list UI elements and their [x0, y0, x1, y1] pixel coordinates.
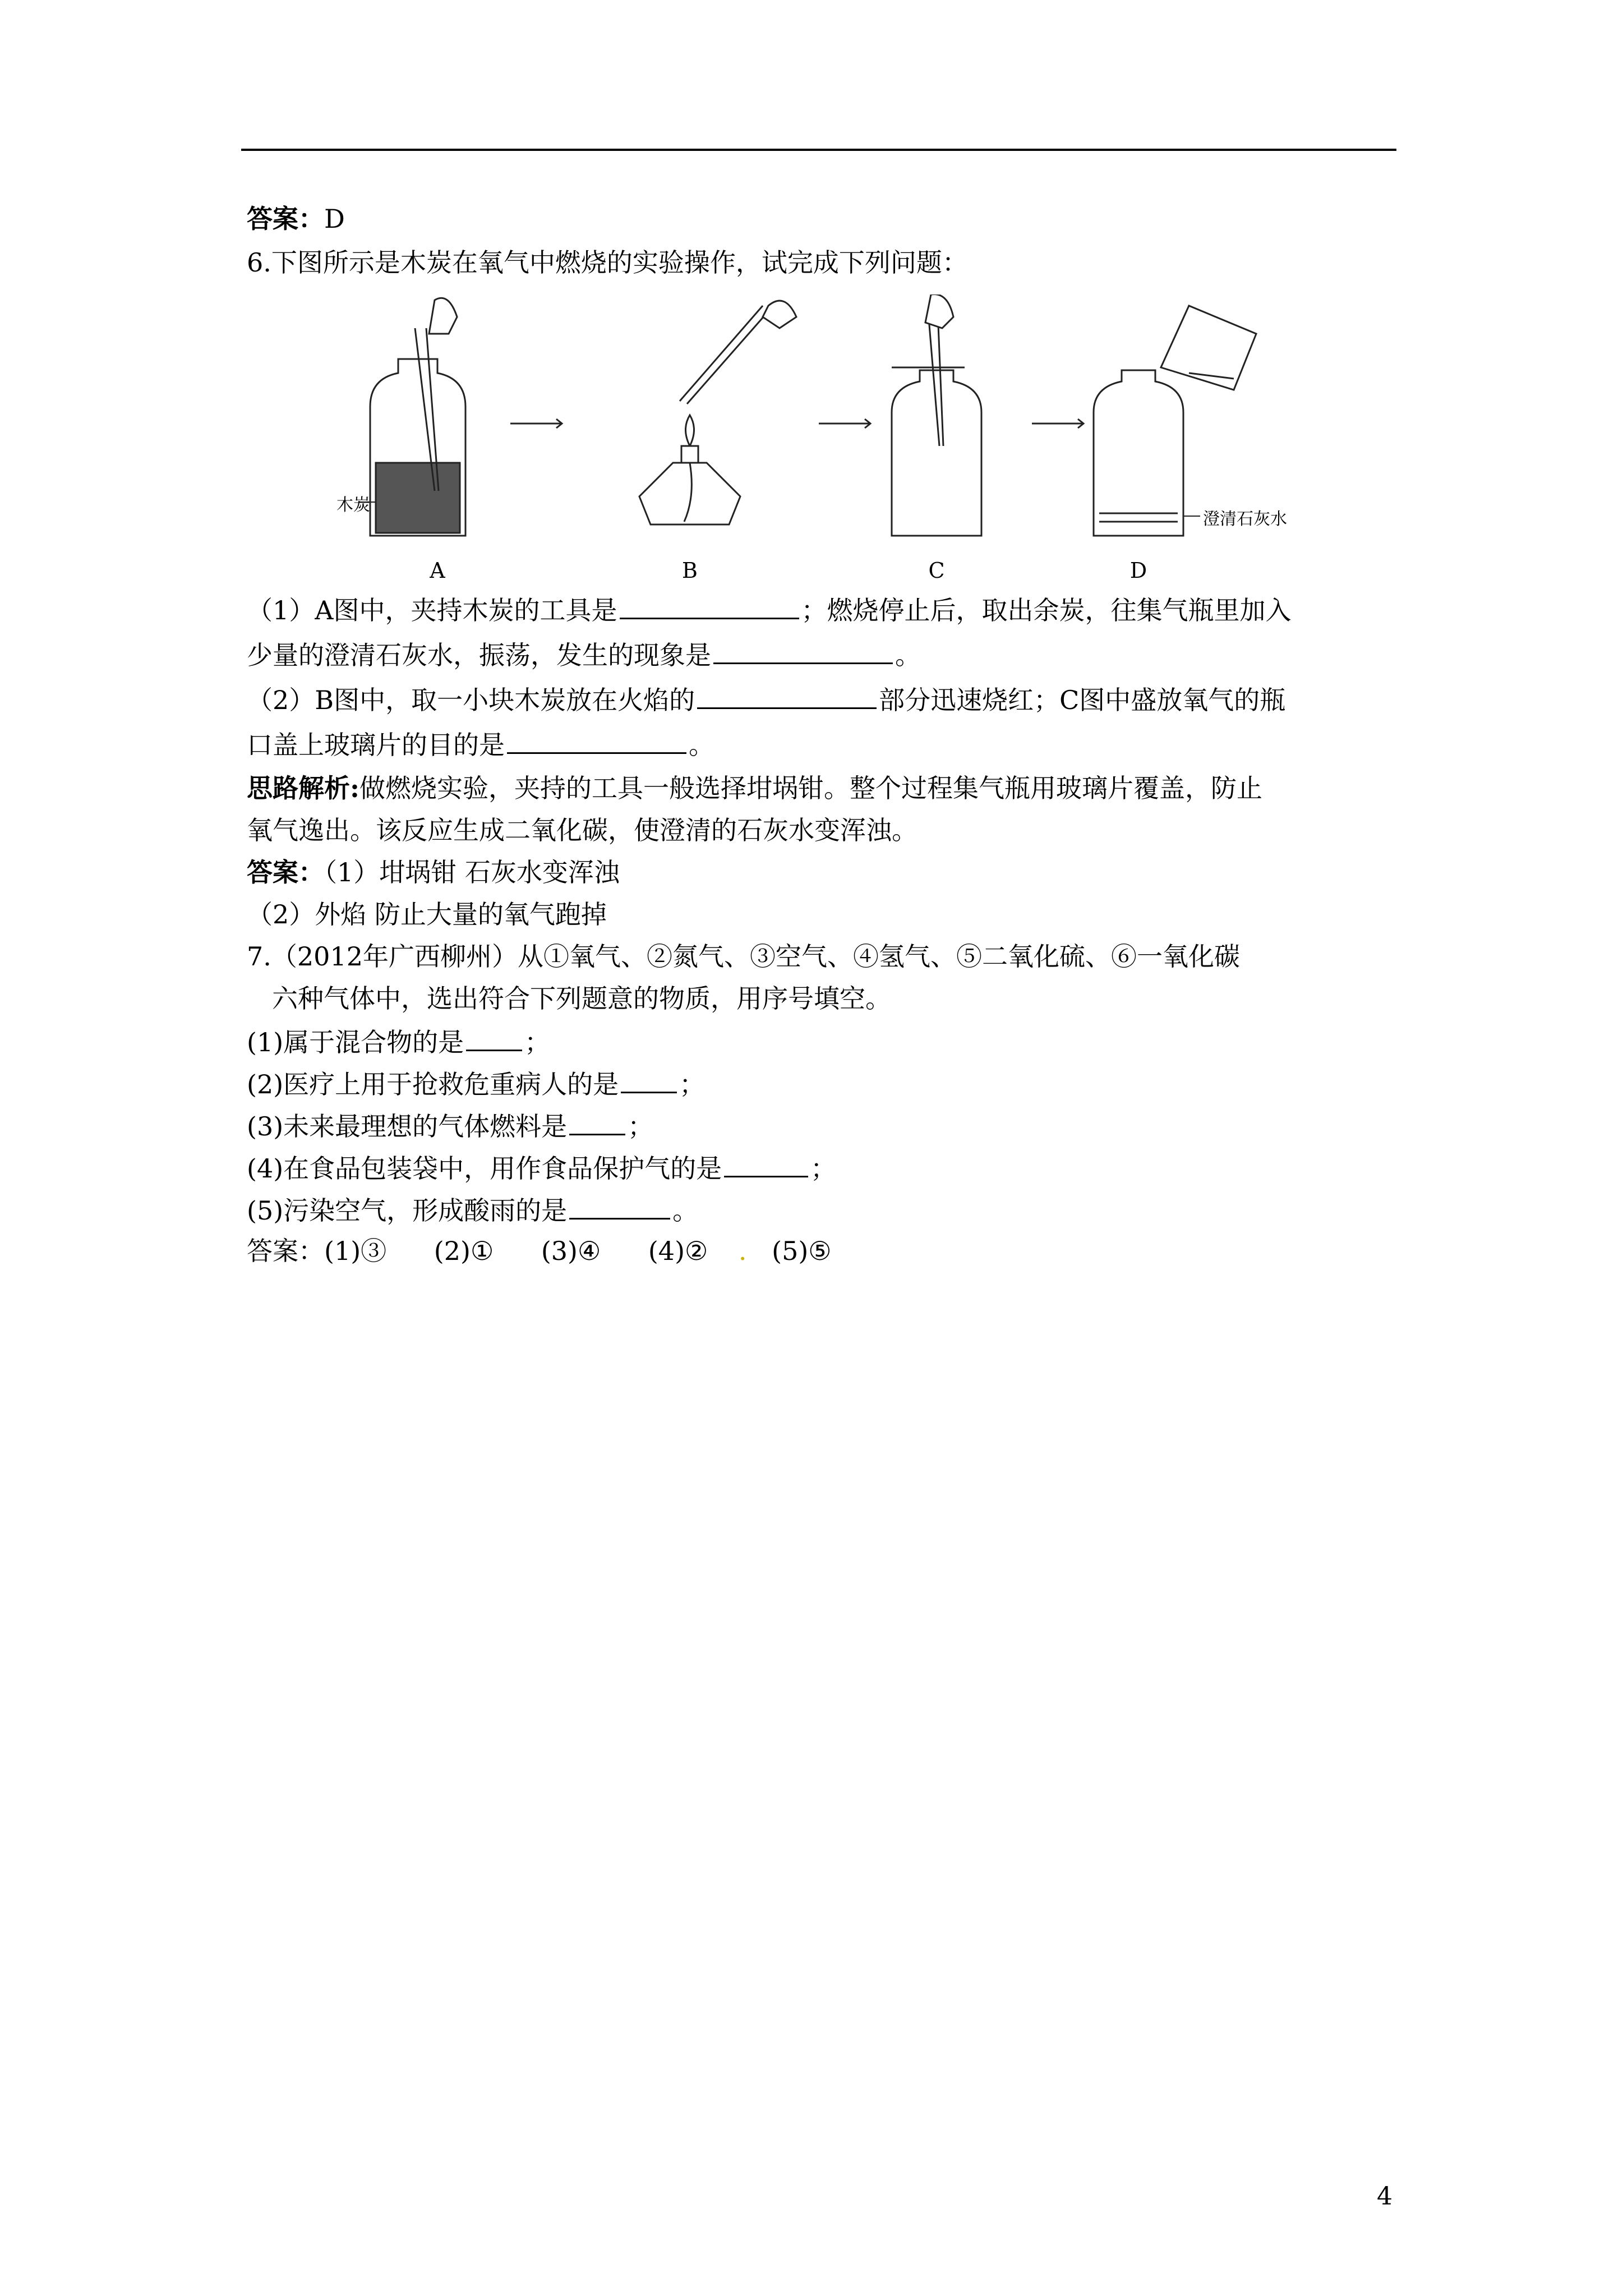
charcoal-label: 木炭 [336, 495, 370, 515]
experiment-figure [336, 295, 1324, 586]
q6-part1-line2: 少量的澄清石灰水，振荡，发生的现象是 。 [247, 637, 921, 672]
figure-label-d: D [1129, 558, 1147, 583]
figure-a-jar [370, 298, 465, 536]
q6-stem: 6.下图所示是木炭在氧气中燃烧的实验操作，试完成下列问题： [247, 247, 968, 278]
blank-purpose [507, 726, 686, 754]
q7-stem-line1: 7.（2012年广西柳州）从①氧气、②氮气、③空气、④氢气、⑤二氧化硫、⑥一氧化碳 [247, 941, 1240, 972]
q7-item-4: (4)在食品包装袋中，用作食品保护气的是 ； [247, 1150, 836, 1185]
q6-part1-line1: （1）A图中，夹持木炭的工具是 ；燃烧停止后，取出余炭，往集气瓶里加入 [247, 592, 1292, 627]
q6-answer-line2: （2）外焰 防止大量的氧气跑掉 [247, 899, 607, 930]
header-rule [241, 149, 1396, 151]
q7-stem-line2: 六种气体中，选出符合下列题意的物质，用序号填空。 [272, 983, 891, 1014]
figure-label-a: A [430, 558, 445, 583]
q6-analysis-line2: 氧气逸出。该反应生成二氧化碳，使澄清的石灰水变浑浊。 [247, 815, 917, 845]
figure-label-b: B [682, 558, 698, 583]
limewater-label: 澄清石灰水 [1203, 509, 1287, 529]
q7-answer-line: 答案：(1)③ (2)① (3)④ (4)② . (5)⑤ [247, 1236, 832, 1266]
q7-item-2: (2)医疗上用于抢救危重病人的是 ； [247, 1066, 705, 1101]
figure-label-c: C [928, 558, 945, 583]
figure-b-lamp [639, 301, 796, 524]
q6-part2-line2: 口盖上玻璃片的目的是 。 [247, 726, 714, 762]
q7-item-5: (5)污染空气，形成酸雨的是 。 [247, 1192, 698, 1227]
figure-d-jar [1094, 306, 1256, 536]
q6-answer-line1: 答案：（1）坩埚钳 石灰水变浑浊 [247, 857, 620, 887]
q7-item-3: (3)未来最理想的气体燃料是 ； [247, 1108, 653, 1143]
answer-line-q5: 答案：D [247, 204, 345, 234]
q6-part2-line1: （2）B图中，取一小块木炭放在火焰的 部分迅速烧红；C图中盛放氧气的瓶 [247, 682, 1285, 717]
page-number: 4 [1377, 2182, 1393, 2211]
blank-tool [620, 592, 799, 619]
blank-flame-part [697, 682, 877, 709]
q7-item-1: (1)属于混合物的是 ； [247, 1024, 550, 1059]
blank-phenomenon [713, 637, 893, 664]
q6-analysis-line1: 思路解析:做燃烧实验，夹持的工具一般选择坩埚钳。整个过程集气瓶用玻璃片覆盖，防止 [247, 773, 1262, 803]
figure-c-jar [892, 295, 981, 536]
